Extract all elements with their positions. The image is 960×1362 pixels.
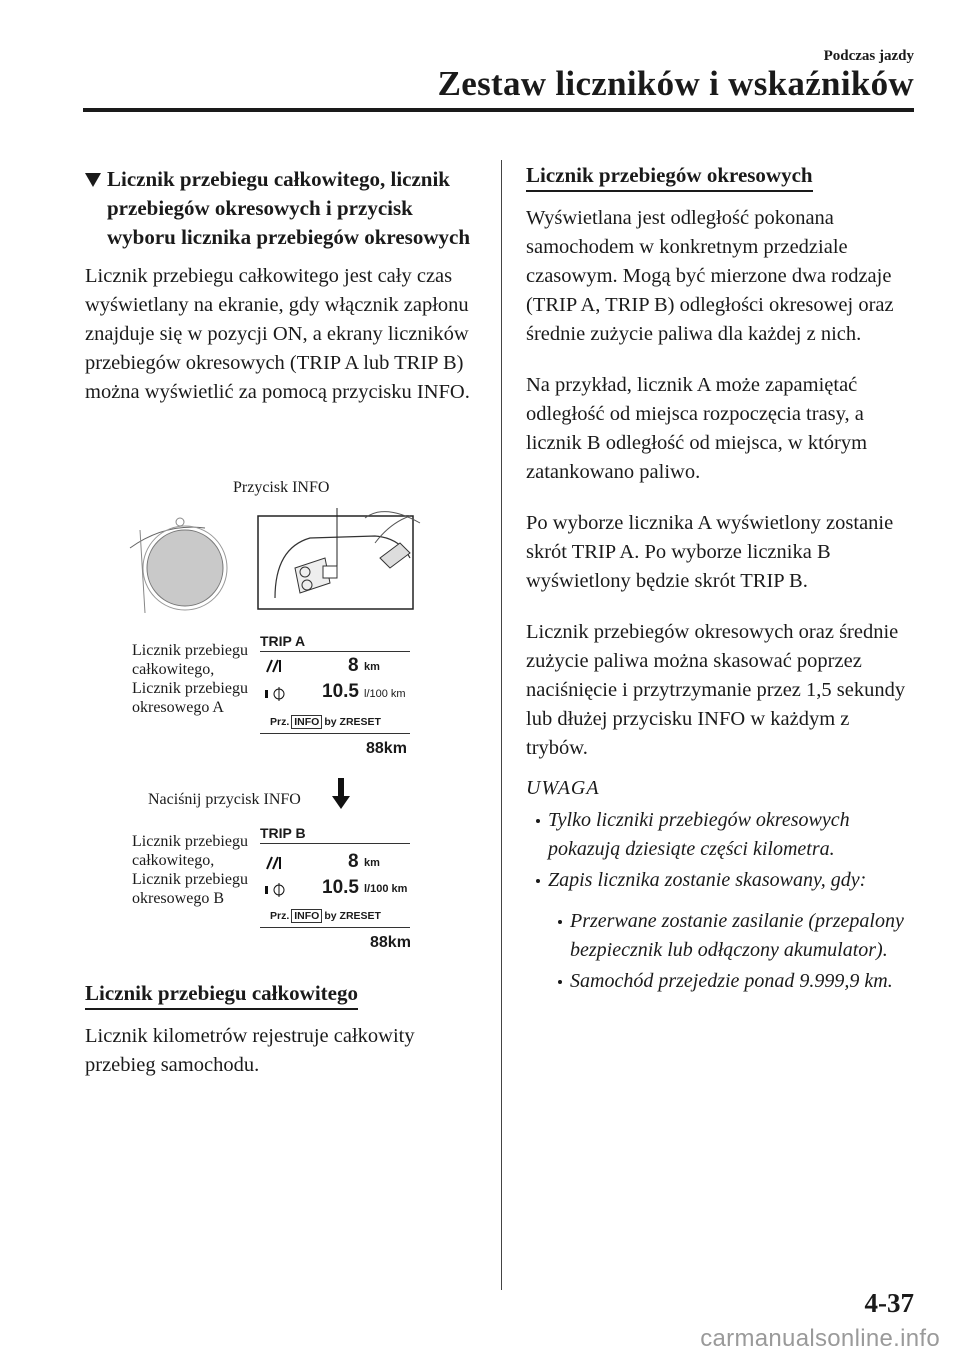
triangle-marker-icon	[85, 173, 101, 187]
trip-paragraph-4: Licznik przebiegów okresowych oraz średnie zużycie paliwa można skasować poprzez naciśnięcie i przytrzymanie przez 1,5 sekundy lub dłużej przycisku INFO w każdym z trybów.	[526, 621, 906, 759]
header-rule	[83, 108, 914, 112]
odometer-heading: Licznik przebiegu całkowitego	[85, 980, 358, 1010]
display-underline	[260, 651, 410, 652]
distance-icon	[265, 856, 283, 870]
fuel-consumption: 10.5	[322, 681, 359, 702]
distance-unit: km	[364, 857, 380, 869]
display-title: TRIP B	[260, 825, 306, 841]
reset-hint	[270, 715, 381, 729]
reset-hint-prz: Prz.	[270, 716, 290, 728]
fuel-consumption: 10.5	[322, 877, 359, 898]
page-title: Zestaw liczników i wskaźników	[437, 64, 914, 103]
info-button-inline: INFO	[291, 909, 322, 923]
intro-paragraph: Licznik przebiegu całkowitego jest cały czas wyświetlany na ekranie, gdy włącznik zapłonu znajduje się w pozycji ON, a ekrany liczników przebiegów okresowych (TRIP A lub TRIP B) można wyświetlić za pomocą przycisku INFO.	[85, 265, 470, 403]
fuel-consumption-icon	[265, 883, 287, 897]
reset-hint-prz: Prz.	[270, 910, 290, 922]
bullet-icon	[558, 980, 562, 984]
trip-paragraph-3: Po wyborze licznika A wyświetlony zostanie skrót TRIP A. Po wyborze licznika B wyświetlony będzie skrót TRIP B.	[526, 512, 894, 592]
note-subitem	[548, 907, 916, 965]
reset-hint-tail: by ZRESET	[324, 716, 381, 728]
trip-paragraph-1: Wyświetlana jest odległość pokonana samochodem w konkretnym przedziale czasowym. Mogą być mierzone dwa rodzaje (TRIP A, TRIP B) odległości okresowej oraz średnie zużycie paliwa dla każdej z nich.	[526, 207, 894, 345]
page-number: 4-37	[864, 1288, 914, 1318]
odometer-total: 88km	[366, 740, 407, 757]
press-info-label: Naciśnij przycisk INFO	[148, 791, 301, 808]
display-trip-a	[260, 633, 445, 763]
odometer-section	[85, 980, 480, 1080]
info-button-label: Przycisk INFO	[233, 479, 330, 496]
distance-unit: km	[364, 661, 380, 673]
left-column	[85, 165, 480, 407]
trip-distance: 8	[348, 655, 359, 676]
trip-paragraph-2: Na przykład, licznik A może zapamiętać odległość od miejsca rozpoczęcia trasy, a licznik B odległość od miejsca, w którym zatankowano paliwo.	[526, 374, 868, 483]
trip-heading: Licznik przebiegów okresowych	[526, 162, 813, 192]
bullet-icon	[536, 819, 540, 823]
note-subtext: Samochód przejedzie ponad 9.999,9 km.	[570, 970, 893, 992]
display-underline-bottom	[260, 733, 410, 734]
distance-icon	[265, 659, 283, 673]
right-column	[526, 162, 916, 996]
odometer-paragraph: Licznik kilometrów rejestruje całkowity przebieg samochodu.	[85, 1025, 415, 1076]
trip-figure	[110, 478, 440, 968]
note-title: UWAGA	[526, 777, 600, 799]
arrow-down-icon	[331, 778, 351, 810]
bullet-icon	[558, 920, 562, 924]
display-underline-bottom	[260, 927, 410, 928]
consumption-unit: l/100 km	[364, 883, 408, 895]
note-subitem	[548, 967, 916, 996]
reset-hint	[270, 909, 381, 923]
display-trip-b	[260, 825, 445, 955]
note-item	[526, 866, 916, 895]
display-title: TRIP A	[260, 633, 306, 649]
consumption-unit: l/100 km	[364, 688, 406, 700]
display-underline	[260, 843, 410, 844]
fuel-consumption-icon	[265, 687, 287, 701]
note-text: Zapis licznika zostanie skasowany, gdy:	[548, 869, 867, 891]
label-trip-b: Licznik przebiegu całkowitego, Licznik przebiegu okresowego B	[132, 833, 248, 907]
note-item	[526, 806, 916, 864]
section-heading	[85, 165, 480, 252]
note-text: Tylko liczniki przebiegów okresowych pokazują dziesiąte części kilometra.	[548, 809, 850, 860]
reset-hint-tail: by ZRESET	[324, 910, 381, 922]
trip-distance: 8	[348, 851, 359, 872]
header-section: Podczas jazdy	[823, 48, 914, 64]
section-heading-text: Licznik przebiegu całkowitego, licznik przebiegów okresowych i przycisk wyboru licznika przebiegów okresowych	[107, 167, 471, 249]
column-divider	[501, 160, 502, 1290]
note-subtext: Przerwane zostanie zasilanie (przepalony bezpiecznik lub odłączony akumulator).	[570, 910, 904, 961]
info-button-inline: INFO	[291, 715, 322, 729]
label-trip-a: Licznik przebiegu całkowitego, Licznik przebiegu okresowego A	[132, 642, 248, 716]
steering-wheel-illustration	[125, 508, 425, 613]
odometer-total: 88km	[370, 934, 411, 951]
bullet-icon	[536, 879, 540, 883]
watermark: carmanualsonline.info	[700, 1325, 940, 1352]
